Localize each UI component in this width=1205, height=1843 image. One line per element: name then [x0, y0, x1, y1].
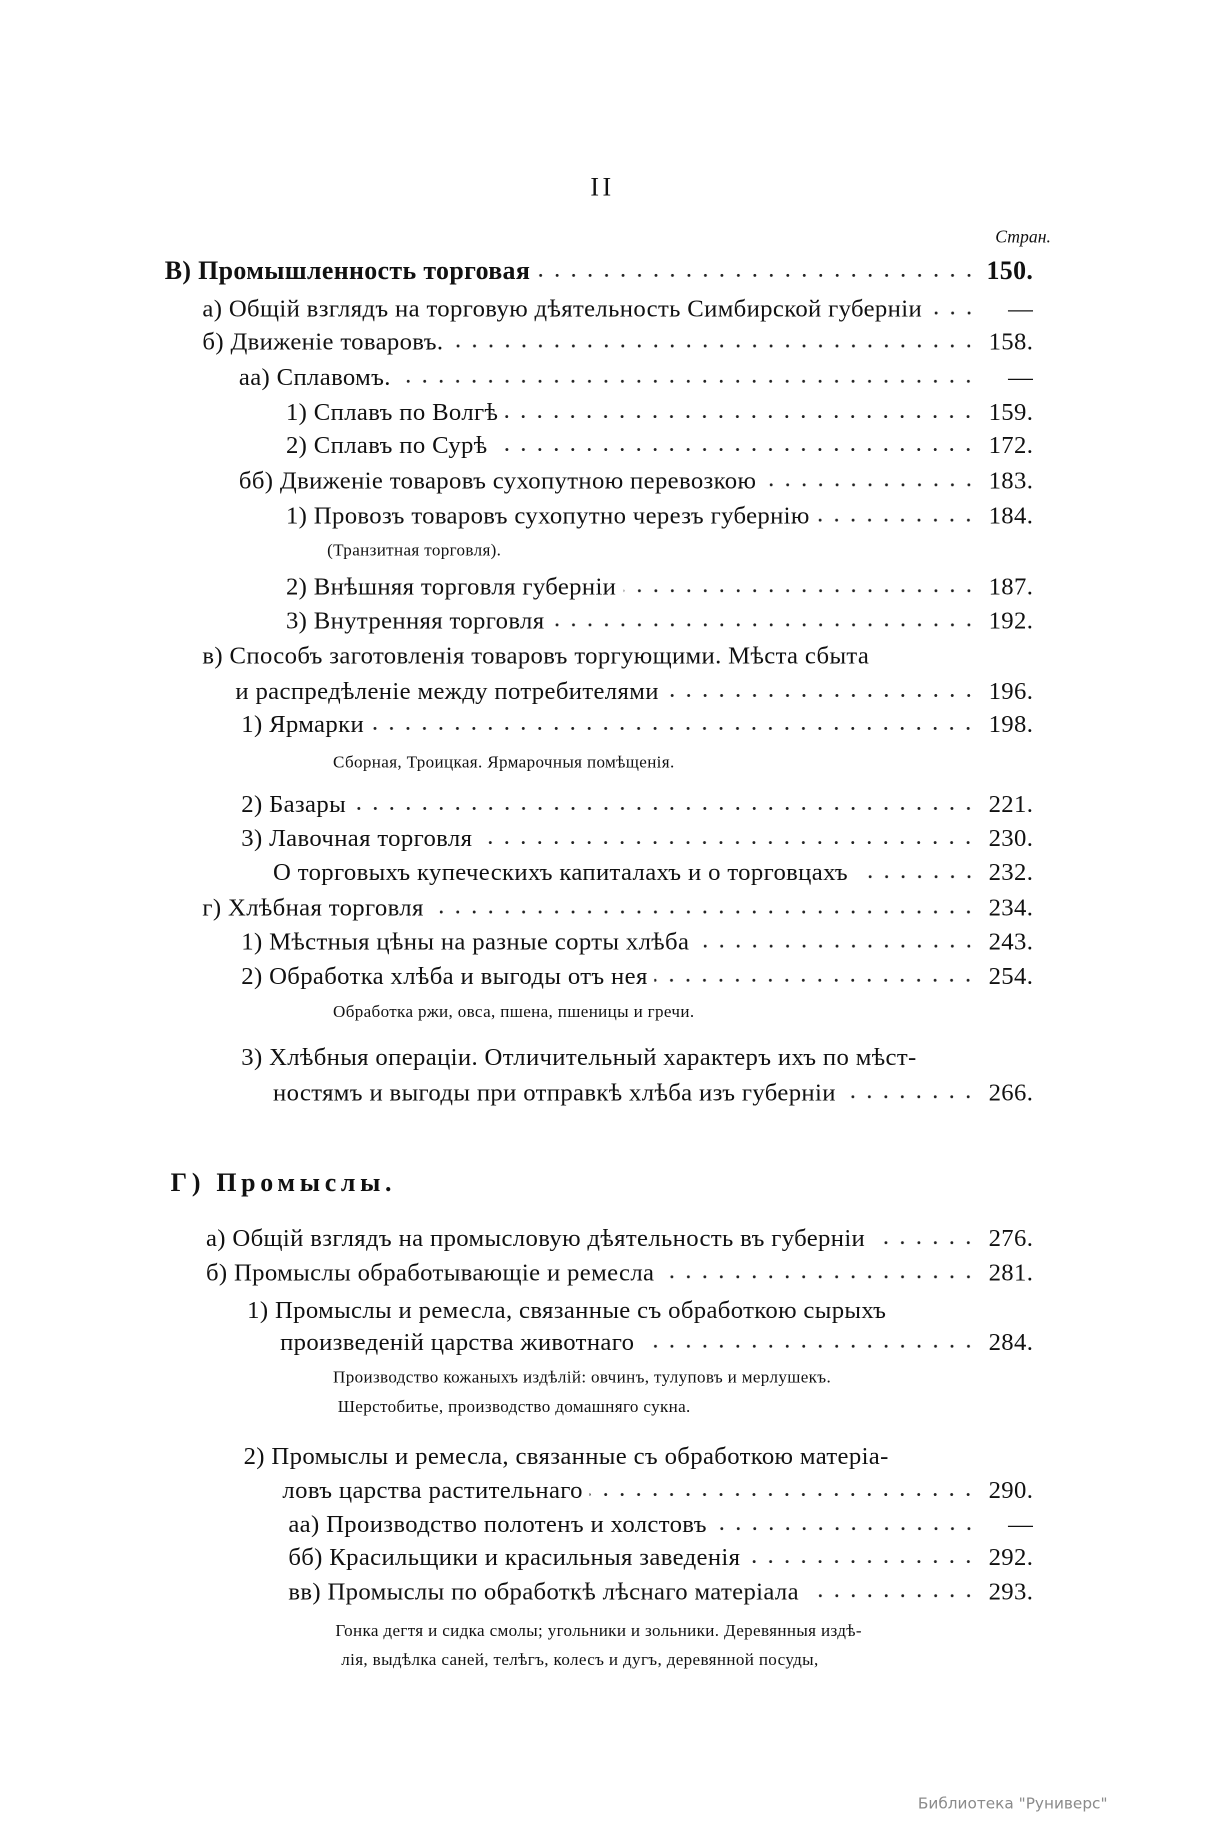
toc-page-number: 292. — [988, 1542, 1034, 1572]
toc-entry-text: 2) Внѣшняя торговля губерніи — [285, 571, 617, 601]
toc-entry — [239, 362, 1033, 390]
toc-page-number: 159. — [988, 397, 1034, 427]
dot-leader — [747, 1559, 976, 1564]
toc-entry-text: аа) Производство полотенъ и холстовъ — [288, 1509, 707, 1539]
toc-entry-text: Шерстобитье, производство домашняго сукна. — [337, 1398, 691, 1417]
toc-page-number: 198. — [988, 709, 1034, 738]
dot-leader — [714, 1526, 977, 1531]
toc-entry-text: В) Промышленность торговая — [164, 255, 531, 285]
dot-leader — [479, 840, 976, 845]
toc-entry-text: в) Способъ заготовленія товаровъ торгующими. Мѣста сбыта — [202, 641, 870, 670]
dot-leader — [843, 1094, 977, 1099]
toc-entry-text: а) Общій взглядъ на промысловую дѣятельность въ губерніи — [205, 1223, 866, 1253]
toc-note — [333, 998, 694, 1026]
toc-entry — [165, 257, 1033, 285]
toc-entry-text: 1) Провозъ товаровъ сухопутно черезъ губернію — [285, 501, 810, 530]
watermark: Библиотека "Руниверс" — [917, 1795, 1108, 1814]
dot-leader — [495, 447, 977, 452]
toc-page-number: 196. — [988, 676, 1034, 705]
toc-entry — [206, 1258, 1033, 1286]
toc-entry — [286, 398, 1033, 426]
toc-page-number: 281. — [988, 1257, 1034, 1287]
toc-entry — [288, 1543, 1033, 1571]
toc-entry — [235, 677, 1033, 705]
dot-leader — [371, 726, 977, 731]
toc-page-number: 158. — [988, 327, 1034, 356]
toc-note — [333, 1364, 831, 1392]
dot-leader — [505, 414, 976, 419]
toc-page-number: — — [1008, 1509, 1034, 1539]
toc-entry — [206, 1224, 1033, 1252]
toc-page-number: 150. — [986, 255, 1034, 285]
toc-page-number: 230. — [988, 823, 1034, 853]
dot-leader — [623, 588, 976, 593]
toc-entry-text: 2) Базары — [241, 789, 347, 818]
dot-leader — [431, 910, 977, 915]
toc-page-number: 232. — [988, 857, 1034, 887]
toc-entry-text: б) Промыслы обработывающіе и ремесла — [205, 1257, 655, 1287]
dot-leader — [552, 623, 977, 628]
toc-page-number: 284. — [988, 1327, 1034, 1356]
toc-note — [338, 1393, 691, 1421]
toc-entry-text: а) Общій взглядъ на торговую дѣятельность Симбирской губерніи — [202, 294, 923, 323]
toc-entry — [241, 961, 1033, 989]
toc-entry-text: вв) Промыслы по обработкѣ лѣснаго матеріала — [288, 1576, 799, 1606]
dot-leader — [450, 344, 976, 349]
toc-entry-text: Г) Промыслы. — [170, 1167, 397, 1197]
toc-page-number: 254. — [988, 961, 1034, 990]
toc-entry-text: и распредѣленіе между потребителями — [235, 676, 659, 705]
toc-note — [327, 537, 501, 565]
toc-page-number: — — [1008, 362, 1034, 391]
section-title — [171, 1169, 397, 1197]
toc-page-number: 187. — [988, 571, 1034, 601]
toc-entry-text: О торговыхъ купеческихъ капиталахъ и о торговцахъ — [273, 857, 848, 887]
dot-leader — [763, 482, 976, 487]
toc-page-number: 266. — [988, 1077, 1034, 1107]
toc-page-number: 192. — [988, 606, 1034, 635]
toc-entry-text: произведеній царства животнаго — [280, 1327, 635, 1356]
dot-leader — [929, 311, 977, 316]
toc-page-number: 184. — [988, 501, 1034, 530]
toc-page-number: 221. — [988, 789, 1034, 818]
dot-leader — [661, 1274, 976, 1279]
toc-entry — [286, 606, 1033, 634]
toc-page-number: 234. — [988, 893, 1034, 922]
toc-page-number: 172. — [988, 430, 1034, 459]
toc-entry-text: бб) Красильщики и красильныя заведенія — [288, 1542, 741, 1572]
toc-entry — [241, 790, 1033, 818]
dot-leader — [537, 273, 976, 278]
dot-leader — [666, 693, 977, 698]
toc-entry-text: 1) Промыслы и ремесла, связанные съ обработкою сырыхъ — [247, 1295, 887, 1324]
toc-entry — [282, 1476, 1033, 1504]
toc-page-number: — — [1008, 294, 1034, 323]
toc-entry-text: 1) Мѣстныя цѣны на разные сорты хлѣба — [241, 927, 690, 956]
toc-entry — [288, 1577, 1033, 1605]
toc-entry-text: 3) Внутренняя торговля — [285, 606, 545, 635]
toc-entry-text: 1) Ярмарки — [241, 709, 365, 738]
toc-entry — [286, 572, 1033, 600]
toc-entry — [241, 710, 1033, 738]
toc-entry — [202, 327, 1033, 355]
toc-entry — [286, 431, 1033, 459]
toc-note — [335, 1617, 862, 1645]
toc-entry — [239, 466, 1033, 494]
toc-entry-text: 3) Лавочная торговля — [241, 823, 473, 853]
toc-entry — [241, 927, 1033, 955]
dot-leader — [353, 806, 977, 811]
toc-page-number: 183. — [988, 466, 1034, 495]
toc-entry-text: 2) Промыслы и ремесла, связанные съ обработкою матеріа- — [243, 1441, 889, 1470]
toc-entry — [247, 1296, 886, 1324]
dot-leader — [817, 518, 977, 523]
toc-entry-text: б) Движеніе товаровъ. — [202, 327, 444, 356]
toc-entry-text: ловъ царства растительнаго — [282, 1475, 583, 1504]
toc-note — [341, 1646, 818, 1674]
toc-entry — [241, 1043, 916, 1071]
toc-entry-text: лія, выдѣлка саней, телѣгъ, колесъ и дугъ, деревянной посуды, — [341, 1651, 819, 1670]
toc-entry-text: 3) Хлѣбныя операціи. Отличительный характеръ ихъ по мѣст- — [241, 1042, 917, 1071]
dot-leader — [696, 944, 976, 949]
dot-leader — [398, 379, 977, 384]
toc-entry — [202, 641, 869, 669]
dot-leader — [641, 1344, 976, 1349]
toc-entry — [244, 1442, 889, 1470]
toc-entry — [273, 1078, 1033, 1106]
toc-entry-text: Сборная, Троицкая. Ярмарочныя помѣщенія. — [333, 753, 675, 772]
toc-entry — [202, 893, 1033, 921]
toc-entry-text: Производство кожаныхъ издѣлій: овчинъ, тулуповъ и мерлушекъ. — [333, 1368, 832, 1388]
toc-entry — [202, 294, 1033, 322]
toc-entry-text: (Транзитная торговля). — [327, 541, 502, 561]
toc-entry-text: Гонка дегтя и сидка смолы; угольники и зольники. Деревянныя издѣ- — [335, 1621, 862, 1641]
dot-leader — [590, 1492, 977, 1497]
toc-entry-text: ностямъ и выгоды при отправкѣ хлѣба изъ губерніи — [273, 1077, 836, 1107]
dot-leader — [855, 874, 977, 879]
dot-leader — [806, 1593, 977, 1598]
toc-entry-text: г) Хлѣбная торговля — [202, 893, 424, 922]
toc-entry-text: бб) Движеніе товаровъ сухопутною перевозкою — [238, 466, 757, 495]
toc-entry-text: 2) Обработка хлѣба и выгоды отъ нея — [241, 961, 648, 990]
toc-page-number: 290. — [988, 1475, 1034, 1504]
toc-page-number: 276. — [988, 1223, 1034, 1253]
toc-entry-text: аа) Сплавомъ. — [238, 362, 391, 391]
toc-note — [333, 748, 675, 776]
dot-leader — [872, 1240, 977, 1245]
toc-page-number: 243. — [988, 927, 1034, 956]
dot-leader — [655, 978, 977, 983]
toc-entry-text: 1) Сплавъ по Волгѣ — [285, 397, 499, 427]
toc-entry — [288, 1510, 1033, 1538]
toc-entry — [286, 501, 1033, 529]
toc-entry-text: 2) Сплавъ по Сурѣ — [285, 430, 488, 459]
page-number: II — [590, 171, 615, 202]
toc-entry — [241, 824, 1033, 852]
toc-entry-text: Обработка ржи, овса, пшена, пшеницы и гречи. — [333, 1002, 695, 1022]
page-column-label: Стран. — [995, 228, 1051, 248]
toc-entry — [280, 1327, 1033, 1355]
toc-page-number: 293. — [988, 1576, 1034, 1606]
toc-entry — [273, 858, 1033, 886]
